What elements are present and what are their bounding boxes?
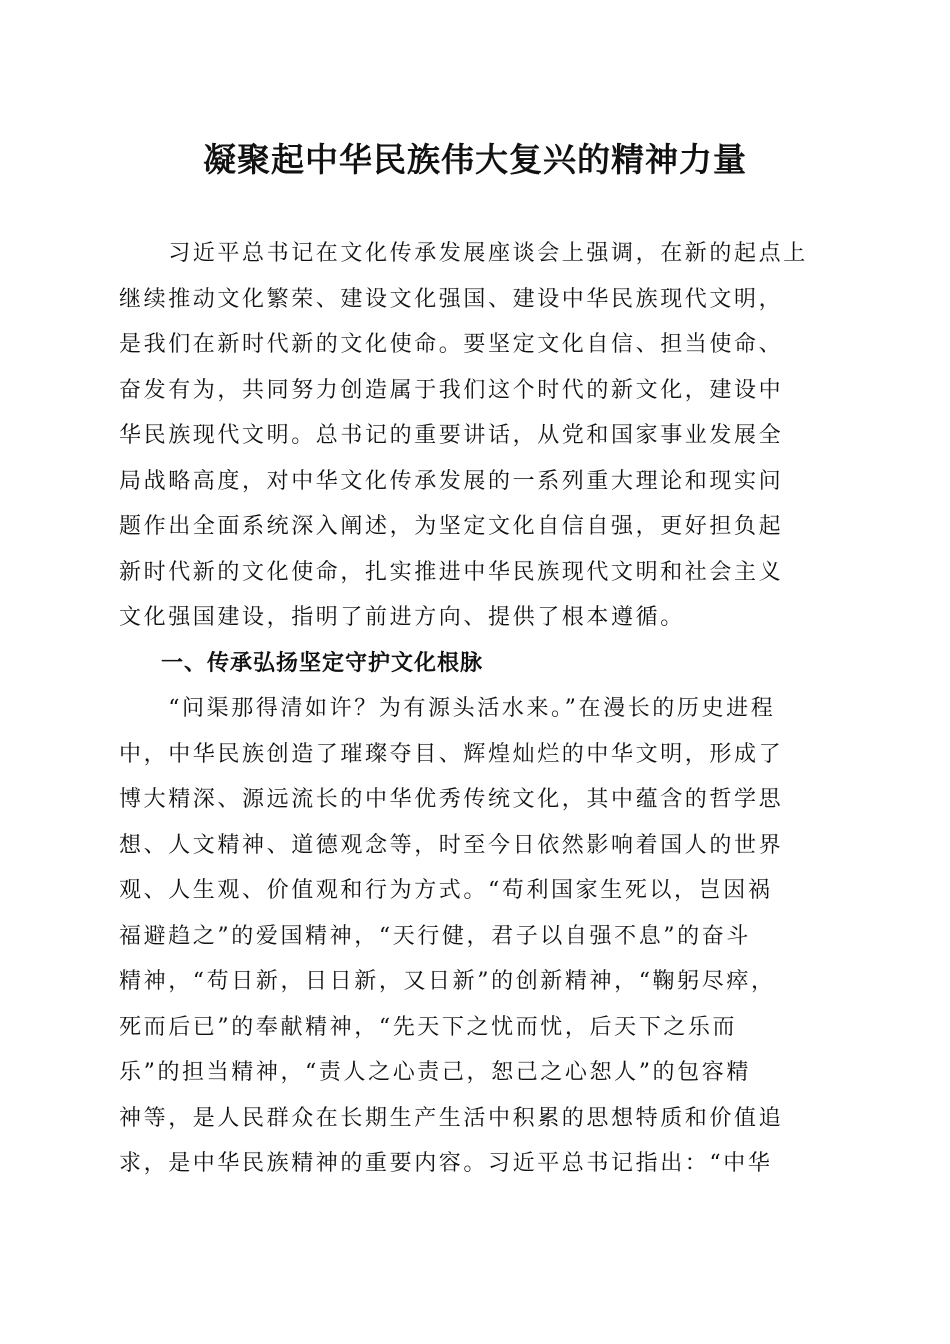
document-title: 凝聚起中华民族伟大复兴的精神力量: [203, 140, 747, 179]
paragraph-line: 博大精深、源远流长的中华优秀传统文化，其中蕴含的哲学思: [119, 787, 784, 812]
paragraph-line: 求，是中华民族精神的重要内容。习近平总书记指出：“中华: [119, 1151, 773, 1176]
paragraph-line: 继续推动文化繁荣、建设文化强国、建设中华民族现代文明，: [119, 286, 784, 312]
paragraph-line: 习近平总书记在文化传承发展座谈会上强调，在新的起点上: [119, 241, 808, 266]
paragraph-line: 局战略高度，对中华文化传承发展的一系列重大理论和现实问: [119, 468, 784, 494]
paragraph-line: 精神，“苟日新，日日新，又日新”的创新精神，“鞠躬尽瘁，: [119, 969, 776, 994]
paragraph-line: 中，中华民族创造了璀璨夺目、辉煌灿烂的中华文明，形成了: [119, 741, 784, 767]
paragraph-line: 乐”的担当精神，“责人之心责己，恕己之心恕人”的包容精: [119, 1060, 751, 1085]
paragraph-line: 想、人文精神、道德观念等，时至今日依然影响着国人的世界: [119, 832, 784, 858]
paragraph-line: 福避趋之”的爱国精神，“天行健，君子以自强不息”的奋斗: [119, 923, 751, 949]
paragraph-line: 文化强国建设，指明了前进方向、提供了根本遵循。: [119, 605, 685, 630]
paragraph-line: “问渠那得清如许？为有源头活水来。”在漫长的历史进程: [119, 696, 776, 721]
paragraph-line: 是我们在新时代新的文化使命。要坚定文化自信、担当使命、: [119, 332, 784, 357]
paragraph-line: 观、人生观、价值观和行为方式。“苟利国家生死以，岂因祸: [119, 878, 773, 903]
paragraph-line: 题作出全面系统深入阐述，为坚定文化自信自强，更好担负起: [119, 514, 784, 539]
paragraph-line: 华民族现代文明。总书记的重要讲话，从党和国家事业发展全: [119, 423, 784, 448]
paragraph-line: 死而后已”的奉献精神，“先天下之忧而忧，后天下之乐而: [119, 1014, 738, 1040]
document-body: [119, 231, 831, 1187]
section-heading: 一、传承弘扬坚定守护文化根脉: [161, 650, 484, 676]
paragraph-line: 新时代新的文化使命，扎实推进中华民族现代文明和社会主义: [119, 559, 784, 585]
paragraph-line: 神等，是人民群众在长期生产生活中积累的思想特质和价值追: [119, 1105, 784, 1131]
paragraph-line: 奋发有为，共同努力创造属于我们这个时代的新文化，建设中: [119, 377, 784, 403]
